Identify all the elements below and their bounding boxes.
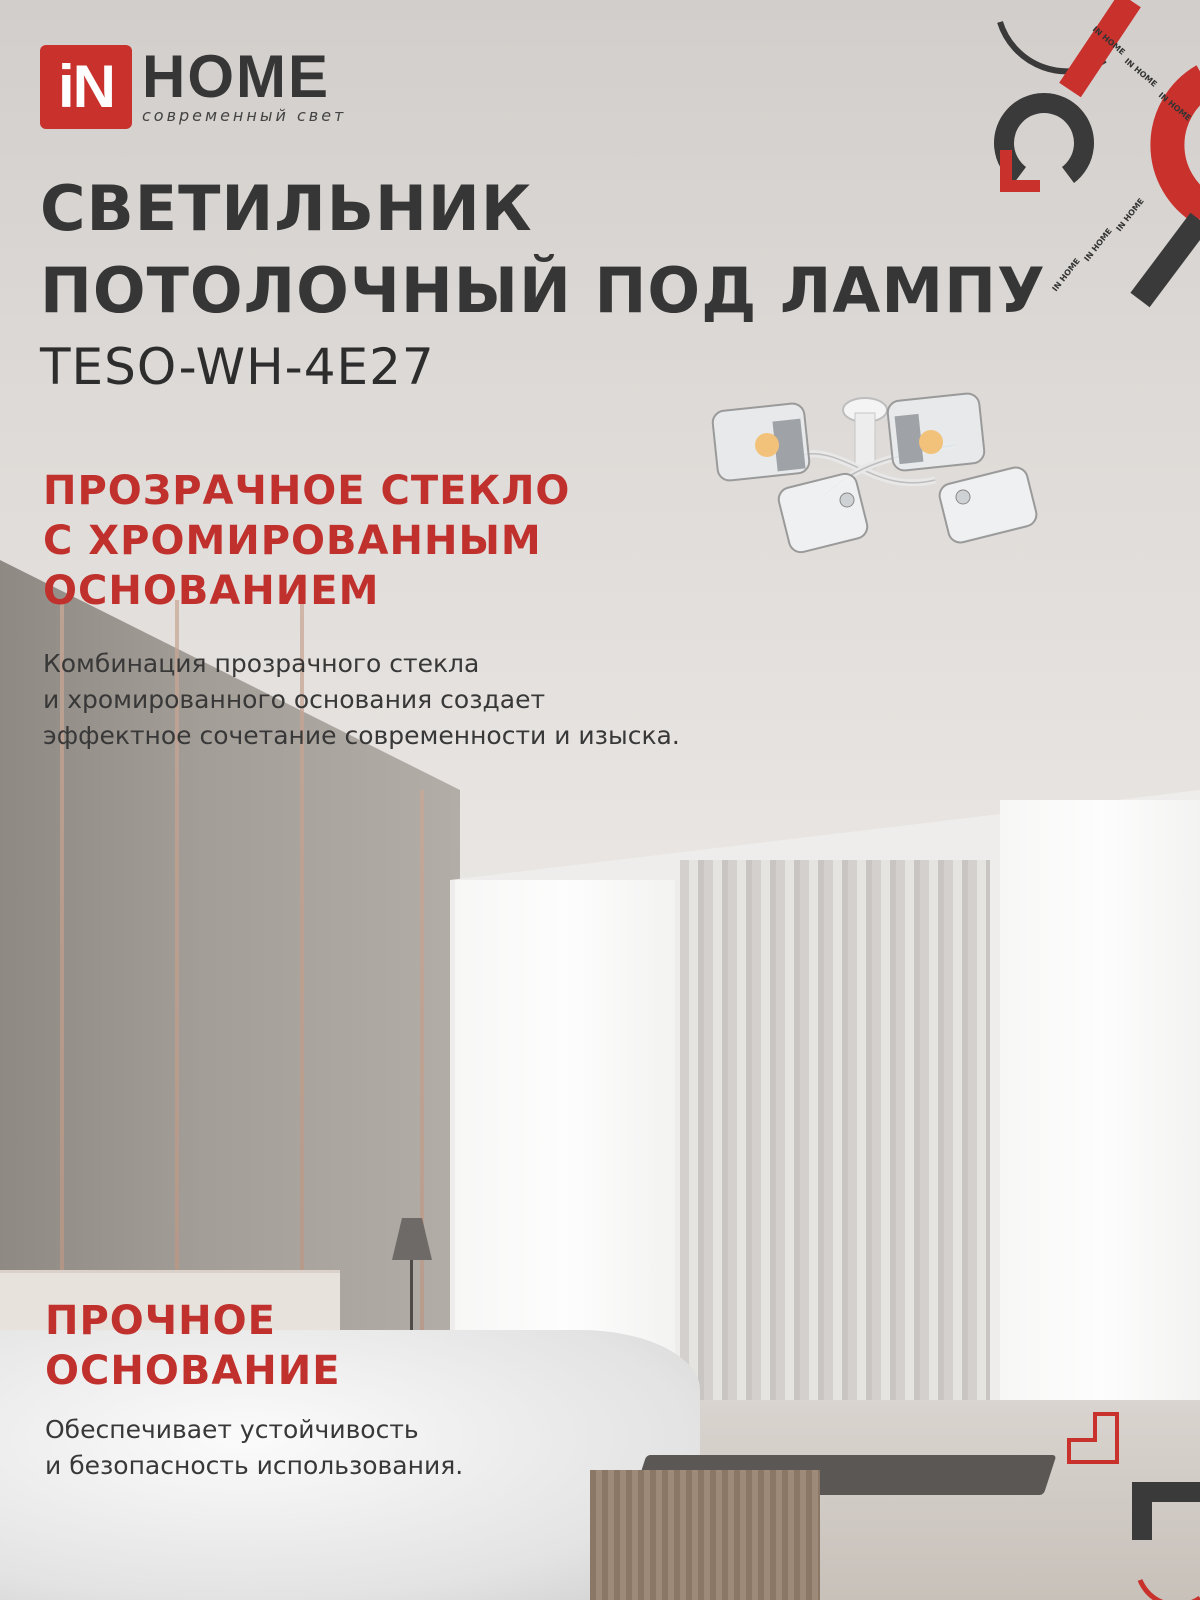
- feature-title-line: ОСНОВАНИЕ: [45, 1348, 341, 1394]
- page-title: [40, 168, 1046, 332]
- feature-text-base: [45, 1412, 463, 1484]
- feature-text-line: Обеспечивает устойчивость: [45, 1415, 419, 1444]
- deco-dark-arc: [1004, 103, 1084, 175]
- deco-dark-bar: [1140, 220, 1200, 300]
- logo-tagline: современный свет: [142, 105, 347, 125]
- deco-label: IN HOME: [1156, 90, 1193, 123]
- curtain: [680, 860, 990, 1420]
- ceiling-lamp-illustration: [705, 385, 1050, 565]
- feature-title-line: ПРОЗРАЧНОЕ СТЕКЛО: [43, 468, 571, 514]
- logo-word: [142, 42, 346, 110]
- feature-text-line: эффектное сочетание современности и изыска.: [43, 721, 680, 750]
- feature-text-line: Комбинация прозрачного стекла: [43, 649, 480, 678]
- feature-title-line: С ХРОМИРОВАННЫМ: [43, 518, 542, 564]
- logo-box: iN: [40, 45, 132, 129]
- deco-label: IN HOME: [1082, 226, 1114, 264]
- bench-throw: [590, 1470, 820, 1600]
- feature-title-line: ОСНОВАНИЕМ: [43, 568, 380, 614]
- deco-label: IN HOME: [1114, 196, 1146, 234]
- deco-label: IN HOME: [1050, 256, 1082, 294]
- feature-text-line: и безопасность использования.: [45, 1451, 464, 1480]
- deco-label: IN HOME: [1090, 24, 1127, 57]
- window-right: [1000, 800, 1200, 1420]
- title-line: ПОТОЛОЧНЫЙ ПОД ЛАМПУ: [40, 254, 1046, 327]
- corner-bracket-icon: [1065, 1410, 1121, 1466]
- brand-logo: [40, 42, 347, 129]
- logo-text: [142, 42, 347, 125]
- feature-text-line: и хромированного основания создает: [43, 685, 546, 714]
- feature-title-base: [45, 1296, 341, 1396]
- title-line: СВЕТИЛЬНИК: [40, 172, 533, 245]
- deco-label: IN HOME: [1122, 56, 1159, 89]
- wall-panel-seam: [420, 790, 424, 1410]
- feature-title-line: ПРОЧНОЕ: [45, 1298, 276, 1344]
- corner-bracket-dark-icon: [1130, 1480, 1200, 1600]
- feature-title-glass: [43, 466, 570, 616]
- feature-text-glass: [43, 646, 680, 754]
- logo-word-text: HOME: [142, 42, 330, 110]
- model-number: TESO-WH-4E27: [40, 338, 435, 396]
